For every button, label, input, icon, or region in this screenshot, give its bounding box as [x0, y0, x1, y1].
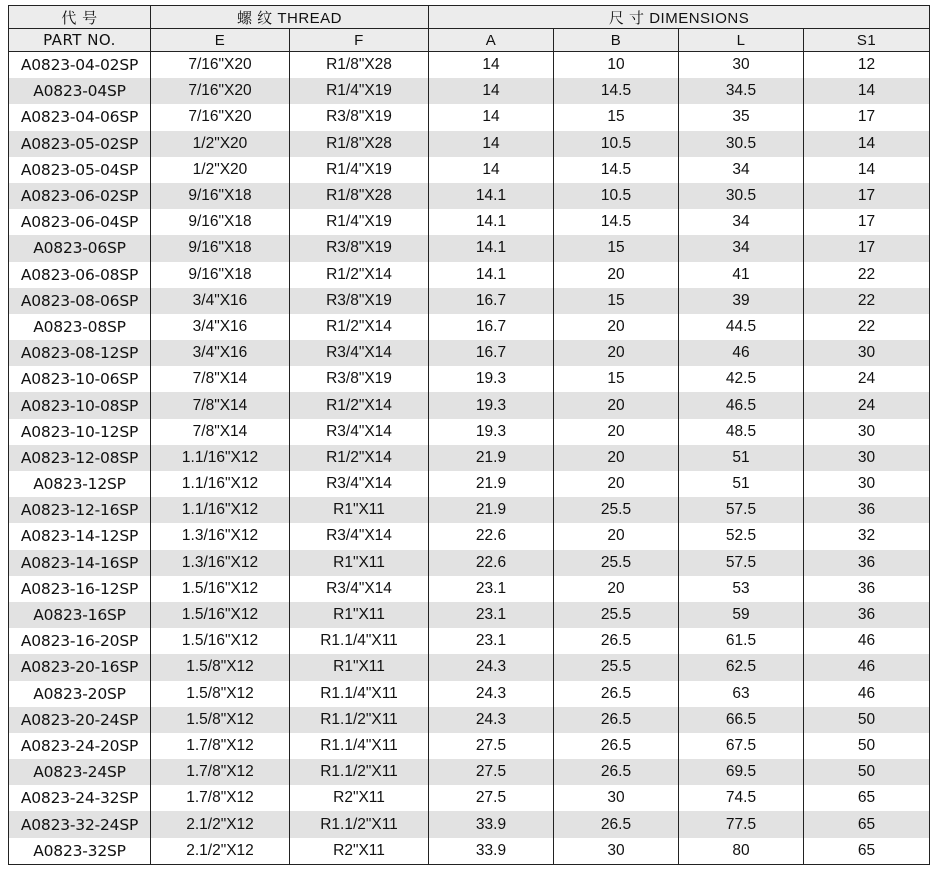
thread-f-cell: R3/4"X14 — [290, 419, 429, 445]
part-no-cell: A0823-24-32SP — [9, 785, 151, 811]
thread-f-cell: R3/4"X14 — [290, 523, 429, 549]
thread-e-cell: 1.7/8"X12 — [151, 733, 290, 759]
dim-b-cell: 26.5 — [554, 681, 679, 707]
dim-a-cell: 14 — [429, 104, 554, 130]
dim-s1-cell: 50 — [804, 733, 930, 759]
table-row — [9, 157, 930, 183]
dim-a-cell: 16.7 — [429, 314, 554, 340]
table-row — [9, 759, 930, 785]
thread-e-cell: 7/16"X20 — [151, 104, 290, 130]
thread-f-cell: R1/8"X28 — [290, 183, 429, 209]
dim-b-cell: 25.5 — [554, 654, 679, 680]
thread-e-cell: 1/2"X20 — [151, 131, 290, 157]
dim-s1-cell: 22 — [804, 262, 930, 288]
dim-l-cell: 59 — [679, 602, 804, 628]
dim-a-cell: 14 — [429, 52, 554, 79]
thread-f-cell: R3/4"X14 — [290, 576, 429, 602]
dim-l-cell: 67.5 — [679, 733, 804, 759]
table-row — [9, 654, 930, 680]
part-no-cell: A0823-14-16SP — [9, 550, 151, 576]
table-row — [9, 445, 930, 471]
thread-e-cell: 3/4"X16 — [151, 340, 290, 366]
thread-e-cell: 1.1/16"X12 — [151, 471, 290, 497]
dim-a-cell: 24.3 — [429, 654, 554, 680]
dim-b-cell: 10 — [554, 52, 679, 79]
part-no-cell: A0823-16SP — [9, 602, 151, 628]
part-no-cell: A0823-14-12SP — [9, 523, 151, 549]
thread-f-cell: R1"X11 — [290, 497, 429, 523]
dim-b-cell: 20 — [554, 523, 679, 549]
table-row — [9, 340, 930, 366]
thread-f-cell: R3/8"X19 — [290, 288, 429, 314]
thread-e-cell: 9/16"X18 — [151, 209, 290, 235]
part-no-cell: A0823-06-02SP — [9, 183, 151, 209]
table-row — [9, 523, 930, 549]
part-no-cell: A0823-10-12SP — [9, 419, 151, 445]
part-no-cell: A0823-04SP — [9, 78, 151, 104]
thread-f-cell: R1/2"X14 — [290, 314, 429, 340]
dim-b-cell: 20 — [554, 419, 679, 445]
dim-b-cell: 15 — [554, 104, 679, 130]
dim-a-cell: 27.5 — [429, 785, 554, 811]
dim-s1-cell: 36 — [804, 550, 930, 576]
dim-s1-cell: 46 — [804, 628, 930, 654]
thread-e-cell: 7/8"X14 — [151, 419, 290, 445]
part-no-cell: A0823-04-02SP — [9, 52, 151, 79]
table-row — [9, 131, 930, 157]
column-header-b: B — [554, 29, 679, 52]
dim-a-cell: 14.1 — [429, 235, 554, 261]
dim-b-cell: 26.5 — [554, 628, 679, 654]
thread-e-cell: 1.3/16"X12 — [151, 550, 290, 576]
table-row — [9, 183, 930, 209]
thread-e-cell: 7/16"X20 — [151, 52, 290, 79]
thread-e-cell: 9/16"X18 — [151, 235, 290, 261]
table-row — [9, 497, 930, 523]
table-row — [9, 602, 930, 628]
thread-e-cell: 1/2"X20 — [151, 157, 290, 183]
part-no-cell: A0823-08-06SP — [9, 288, 151, 314]
dim-s1-cell: 30 — [804, 445, 930, 471]
part-no-cell: A0823-08SP — [9, 314, 151, 340]
dim-b-cell: 14.5 — [554, 209, 679, 235]
thread-f-cell: R1/8"X28 — [290, 131, 429, 157]
thread-f-cell: R1/4"X19 — [290, 78, 429, 104]
table-row — [9, 314, 930, 340]
dim-l-cell: 44.5 — [679, 314, 804, 340]
thread-e-cell: 9/16"X18 — [151, 183, 290, 209]
dim-b-cell: 15 — [554, 288, 679, 314]
header-row-columns — [9, 29, 930, 52]
thread-f-cell: R3/8"X19 — [290, 235, 429, 261]
dim-a-cell: 23.1 — [429, 628, 554, 654]
thread-f-cell: R1.1/2"X11 — [290, 811, 429, 837]
dim-a-cell: 19.3 — [429, 392, 554, 418]
table-row — [9, 471, 930, 497]
dim-s1-cell: 50 — [804, 707, 930, 733]
dim-l-cell: 61.5 — [679, 628, 804, 654]
dim-a-cell: 24.3 — [429, 707, 554, 733]
dim-b-cell: 20 — [554, 576, 679, 602]
dim-a-cell: 27.5 — [429, 733, 554, 759]
thread-f-cell: R3/8"X19 — [290, 366, 429, 392]
dim-a-cell: 14.1 — [429, 183, 554, 209]
dim-s1-cell: 17 — [804, 183, 930, 209]
part-no-cell: A0823-20-24SP — [9, 707, 151, 733]
part-no-cell: A0823-32SP — [9, 838, 151, 865]
dim-b-cell: 20 — [554, 262, 679, 288]
dim-a-cell: 33.9 — [429, 838, 554, 865]
table-row — [9, 235, 930, 261]
dim-b-cell: 10.5 — [554, 131, 679, 157]
part-no-cell: A0823-20-16SP — [9, 654, 151, 680]
dim-a-cell: 14 — [429, 131, 554, 157]
dim-s1-cell: 24 — [804, 392, 930, 418]
dim-l-cell: 57.5 — [679, 497, 804, 523]
dim-b-cell: 20 — [554, 340, 679, 366]
thread-e-cell: 2.1/2"X12 — [151, 811, 290, 837]
table-row — [9, 681, 930, 707]
dim-l-cell: 35 — [679, 104, 804, 130]
part-no-cell: A0823-16-20SP — [9, 628, 151, 654]
dim-a-cell: 23.1 — [429, 576, 554, 602]
part-no-cell: A0823-10-08SP — [9, 392, 151, 418]
dim-b-cell: 26.5 — [554, 707, 679, 733]
dim-a-cell: 23.1 — [429, 602, 554, 628]
dim-b-cell: 14.5 — [554, 78, 679, 104]
dim-l-cell: 41 — [679, 262, 804, 288]
dim-s1-cell: 36 — [804, 497, 930, 523]
dim-b-cell: 26.5 — [554, 733, 679, 759]
thread-f-cell: R1/4"X19 — [290, 157, 429, 183]
thread-f-cell: R1.1/2"X11 — [290, 759, 429, 785]
thread-f-cell: R1"X11 — [290, 550, 429, 576]
table-body — [9, 52, 930, 865]
dim-l-cell: 34.5 — [679, 78, 804, 104]
dim-l-cell: 46 — [679, 340, 804, 366]
dim-b-cell: 15 — [554, 235, 679, 261]
thread-f-cell: R1/2"X14 — [290, 445, 429, 471]
dim-a-cell: 27.5 — [429, 759, 554, 785]
table-row — [9, 785, 930, 811]
dim-b-cell: 20 — [554, 314, 679, 340]
spec-table-container — [8, 5, 929, 865]
table-row — [9, 838, 930, 865]
part-no-cell: A0823-12-08SP — [9, 445, 151, 471]
dim-b-cell: 25.5 — [554, 550, 679, 576]
dim-b-cell: 15 — [554, 366, 679, 392]
dim-s1-cell: 24 — [804, 366, 930, 392]
dim-l-cell: 51 — [679, 445, 804, 471]
part-no-cell: A0823-08-12SP — [9, 340, 151, 366]
dim-l-cell: 62.5 — [679, 654, 804, 680]
dim-a-cell: 21.9 — [429, 471, 554, 497]
thread-f-cell: R3/4"X14 — [290, 340, 429, 366]
thread-f-cell: R1.1/2"X11 — [290, 707, 429, 733]
dim-s1-cell: 22 — [804, 314, 930, 340]
dim-l-cell: 57.5 — [679, 550, 804, 576]
dim-l-cell: 48.5 — [679, 419, 804, 445]
thread-e-cell: 1.3/16"X12 — [151, 523, 290, 549]
thread-e-cell: 7/8"X14 — [151, 366, 290, 392]
table-row — [9, 78, 930, 104]
thread-e-cell: 3/4"X16 — [151, 288, 290, 314]
column-header-a: A — [429, 29, 554, 52]
dim-b-cell: 25.5 — [554, 602, 679, 628]
dim-a-cell: 14 — [429, 78, 554, 104]
dim-s1-cell: 22 — [804, 288, 930, 314]
dim-a-cell: 21.9 — [429, 497, 554, 523]
part-no-cell: A0823-32-24SP — [9, 811, 151, 837]
thread-e-cell: 1.5/16"X12 — [151, 576, 290, 602]
thread-f-cell: R1"X11 — [290, 602, 429, 628]
thread-e-cell: 1.1/16"X12 — [151, 497, 290, 523]
thread-f-cell: R2"X11 — [290, 838, 429, 865]
thread-e-cell: 1.7/8"X12 — [151, 785, 290, 811]
dim-l-cell: 53 — [679, 576, 804, 602]
thread-f-cell: R3/4"X14 — [290, 471, 429, 497]
dim-a-cell: 21.9 — [429, 445, 554, 471]
dim-s1-cell: 14 — [804, 131, 930, 157]
dim-s1-cell: 46 — [804, 654, 930, 680]
dim-l-cell: 34 — [679, 235, 804, 261]
header-row-group — [9, 6, 930, 29]
dim-a-cell: 19.3 — [429, 419, 554, 445]
dim-b-cell: 30 — [554, 838, 679, 865]
dim-a-cell: 24.3 — [429, 681, 554, 707]
dim-l-cell: 46.5 — [679, 392, 804, 418]
dim-l-cell: 34 — [679, 209, 804, 235]
part-no-cell: A0823-20SP — [9, 681, 151, 707]
dim-s1-cell: 36 — [804, 602, 930, 628]
thread-e-cell: 7/16"X20 — [151, 78, 290, 104]
thread-e-cell: 1.5/16"X12 — [151, 602, 290, 628]
table-row — [9, 262, 930, 288]
code-header: 代 号 — [9, 6, 151, 29]
table-row — [9, 811, 930, 837]
dim-a-cell: 16.7 — [429, 340, 554, 366]
thread-f-cell: R1/4"X19 — [290, 209, 429, 235]
column-header-s1: S1 — [804, 29, 930, 52]
dim-a-cell: 22.6 — [429, 523, 554, 549]
column-header-f: F — [290, 29, 429, 52]
dim-s1-cell: 17 — [804, 104, 930, 130]
thread-e-cell: 9/16"X18 — [151, 262, 290, 288]
part-no-cell: A0823-12-16SP — [9, 497, 151, 523]
fitting-spec-table — [8, 5, 930, 865]
table-row — [9, 707, 930, 733]
dim-s1-cell: 17 — [804, 209, 930, 235]
part-no-cell: A0823-24SP — [9, 759, 151, 785]
dim-l-cell: 39 — [679, 288, 804, 314]
table-row — [9, 288, 930, 314]
dim-l-cell: 69.5 — [679, 759, 804, 785]
part-no-cell: A0823-10-06SP — [9, 366, 151, 392]
dim-s1-cell: 65 — [804, 785, 930, 811]
thread-e-cell: 3/4"X16 — [151, 314, 290, 340]
dim-b-cell: 20 — [554, 445, 679, 471]
dim-s1-cell: 30 — [804, 340, 930, 366]
thread-e-cell: 2.1/2"X12 — [151, 838, 290, 865]
part-no-cell: A0823-12SP — [9, 471, 151, 497]
thread-e-cell: 1.5/8"X12 — [151, 707, 290, 733]
dim-s1-cell: 17 — [804, 235, 930, 261]
dim-s1-cell: 65 — [804, 811, 930, 837]
dim-a-cell: 19.3 — [429, 366, 554, 392]
dim-l-cell: 30 — [679, 52, 804, 79]
thread-f-cell: R3/8"X19 — [290, 104, 429, 130]
dim-a-cell: 14.1 — [429, 209, 554, 235]
thread-e-cell: 7/8"X14 — [151, 392, 290, 418]
dim-s1-cell: 14 — [804, 78, 930, 104]
dim-l-cell: 74.5 — [679, 785, 804, 811]
dim-b-cell: 10.5 — [554, 183, 679, 209]
part-no-cell: A0823-05-04SP — [9, 157, 151, 183]
part-no-cell: A0823-06-08SP — [9, 262, 151, 288]
dim-s1-cell: 30 — [804, 471, 930, 497]
dim-l-cell: 52.5 — [679, 523, 804, 549]
dim-a-cell: 33.9 — [429, 811, 554, 837]
dim-a-cell: 14.1 — [429, 262, 554, 288]
table-row — [9, 52, 930, 79]
dim-b-cell: 30 — [554, 785, 679, 811]
thread-f-cell: R1.1/4"X11 — [290, 681, 429, 707]
dim-b-cell: 20 — [554, 392, 679, 418]
part-no-cell: A0823-04-06SP — [9, 104, 151, 130]
column-header-l: L — [679, 29, 804, 52]
thread-f-cell: R1"X11 — [290, 654, 429, 680]
dim-l-cell: 66.5 — [679, 707, 804, 733]
dim-l-cell: 42.5 — [679, 366, 804, 392]
thread-f-cell: R1.1/4"X11 — [290, 628, 429, 654]
table-row — [9, 366, 930, 392]
dim-b-cell: 14.5 — [554, 157, 679, 183]
dim-b-cell: 25.5 — [554, 497, 679, 523]
dim-s1-cell: 46 — [804, 681, 930, 707]
dim-a-cell: 16.7 — [429, 288, 554, 314]
dim-b-cell: 26.5 — [554, 811, 679, 837]
table-row — [9, 392, 930, 418]
dim-l-cell: 63 — [679, 681, 804, 707]
table-row — [9, 576, 930, 602]
table-row — [9, 550, 930, 576]
thread-header: 螺 纹 THREAD — [151, 6, 429, 29]
dim-s1-cell: 36 — [804, 576, 930, 602]
dim-s1-cell: 30 — [804, 419, 930, 445]
table-row — [9, 419, 930, 445]
thread-e-cell: 1.1/16"X12 — [151, 445, 290, 471]
thread-e-cell: 1.5/8"X12 — [151, 654, 290, 680]
dim-s1-cell: 65 — [804, 838, 930, 865]
dim-l-cell: 30.5 — [679, 131, 804, 157]
table-header — [9, 6, 930, 52]
part-no-cell: A0823-05-02SP — [9, 131, 151, 157]
dim-l-cell: 34 — [679, 157, 804, 183]
dim-l-cell: 77.5 — [679, 811, 804, 837]
dim-b-cell: 20 — [554, 471, 679, 497]
dim-b-cell: 26.5 — [554, 759, 679, 785]
table-row — [9, 104, 930, 130]
thread-e-cell: 1.7/8"X12 — [151, 759, 290, 785]
thread-f-cell: R1/8"X28 — [290, 52, 429, 79]
dim-s1-cell: 32 — [804, 523, 930, 549]
dimensions-header: 尺 寸 DIMENSIONS — [429, 6, 930, 29]
column-header-e: E — [151, 29, 290, 52]
part-no-cell: A0823-06SP — [9, 235, 151, 261]
part-no-cell: A0823-06-04SP — [9, 209, 151, 235]
dim-l-cell: 51 — [679, 471, 804, 497]
part-no-cell: A0823-24-20SP — [9, 733, 151, 759]
dim-l-cell: 80 — [679, 838, 804, 865]
thread-f-cell: R1/2"X14 — [290, 392, 429, 418]
table-row — [9, 733, 930, 759]
thread-f-cell: R1/2"X14 — [290, 262, 429, 288]
dim-l-cell: 30.5 — [679, 183, 804, 209]
dim-s1-cell: 50 — [804, 759, 930, 785]
thread-f-cell: R1.1/4"X11 — [290, 733, 429, 759]
thread-e-cell: 1.5/16"X12 — [151, 628, 290, 654]
table-row — [9, 209, 930, 235]
thread-f-cell: R2"X11 — [290, 785, 429, 811]
dim-a-cell: 22.6 — [429, 550, 554, 576]
dim-s1-cell: 12 — [804, 52, 930, 79]
part-no-cell: A0823-16-12SP — [9, 576, 151, 602]
dim-a-cell: 14 — [429, 157, 554, 183]
thread-e-cell: 1.5/8"X12 — [151, 681, 290, 707]
dim-s1-cell: 14 — [804, 157, 930, 183]
table-row — [9, 628, 930, 654]
part-no-header: PART NO. — [9, 29, 151, 52]
